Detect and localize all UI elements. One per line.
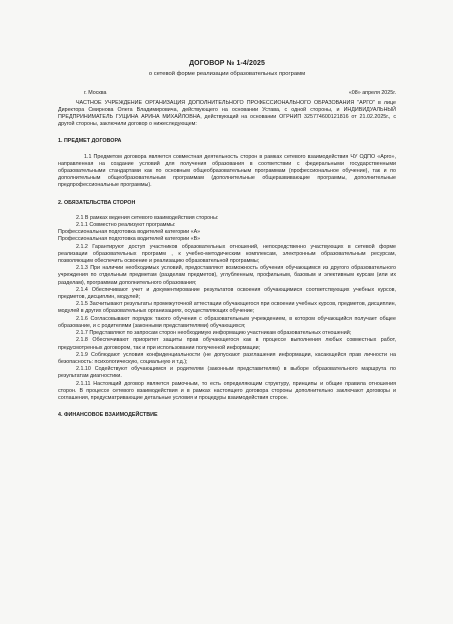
place: г. Москва [84,90,107,97]
document-title: ДОГОВОР № 1-4/2025 [189,60,265,67]
document-content [58,58,396,427]
clause-2-1-5: 2.1.5 Засчитывают результаты промежуточной аттестации обучающегося при освоении учебных курсов, предметов, дисциплин, модулей в других образовательных организациях, осуществляющих обучение; [58,301,396,315]
clause-2-1-4: 2.1.4 Обеспечивают учет и документирование результатов освоения обучающимися соответствующих учебных курсов, предметов, дисциплин, модулей; [58,286,396,301]
preamble: ЧАСТНОЕ УЧРЕЖДЕНИЕ ОРГАНИЗАЦИЯ ДОПОЛНИТЕЛЬНОГО ПРОФЕССИОНАЛЬНОГО ОБРАЗОВАНИЯ "АРГО" в лице Директора Смирнова Олега Владимировича, действующего на основании Устава, с одной стороны, и ИНДИВИДУАЛЬНЫЙ ПРЕДПРИНИМАТЕЛЬ ГУЩИНА АРИНА МИХАЙЛОВНА, действующий на основании ОГРНИП 325774600121816 от 21.02.2025г., с другой стороны, заключили договор о нижеследующем: [58,99,396,128]
clause-2-1-3: 2.1.3 При наличии необходимых условий, предоставляют возможность обучения обучающимся из другого образовательного учреждения по отдельным предметам (разделам предметов), углубленным, профильным, базовым и элективным курсам (или их разделам), программам дополнительного образования; [58,265,396,286]
program-a: Профессиональная подготовка водителей категории «А» [58,229,201,236]
place-date-row [58,90,396,97]
clause-1-1: 1.1 Предметом договора является совместная деятельность сторон в рамках сетевого взаимодействия ЧУ ОДПО «Арго», направленная на создание условий для получения образования в соответствии с федеральными государственными образовательными стандартами как по основным общеобразовательным программам (профессиональное обучение), так и по дополнительным общеобразовательным программам (дополнительные общеразвивающие программы, дополнительные предпрофессиональные программы). [58,153,396,189]
clause-2-1-2: 2.1.2 Гарантируют доступ участников образовательных отношений, непосредственно участвующих в сетевой форме реализации образовательных программ , к учебно-методическим комплексам, электронным образовательным ресурсам, позволяющим обеспечить освоение и реализацию образовательной программы; [58,243,396,265]
section-1-heading: 1. ПРЕДМЕТ ДОГОВОРА [58,138,122,145]
clause-2-1-8: 2.1.8 Обеспечивают приоритет защиты прав обучающегося как в процессе выполнения любых совместных работ, предусмотренных договором, так и при использовании полученной информации; [58,337,396,351]
clause-2-1-7: 2.1.7 Представляют по запросам сторон необходимую информацию участникам образовательных отношений; [76,330,352,337]
clause-2-1: 2.1 В рамках ведения сетевого взаимодействия стороны: [76,214,219,221]
section-4-heading: 4. ФИНАНСОВОЕ ВЗАИМОДЕЙСТВИЕ [58,412,158,419]
clause-2-1-10: 2.1.10 Содействуют обучающимся и родителям (законным представителям) в выборе образовательного маршрута по результатам диагностики. [58,366,396,380]
clause-2-1-1: 2.1.1 Совместно реализуют программы: [76,222,176,229]
clause-2-1-11: 2.1.11 Настоящий договор является рамочным, то есть определяющим структуру, принципы и общие правила отношения сторон. В процессе сетевого взаимодействия и в рамках настоящего договора стороны дополнительно заключают договоры и соглашения, предусматривающие детальные условия и процедуры взаимодействия сторон. [58,380,396,401]
clause-2-1-6: 2.1.6 Согласовывают порядок такого обучения с образовательным учреждением, в котором обучающийся получает общее образование, и с родителями (законными представителями) обучающихся; [58,315,396,329]
document-subtitle: о сетевой форме реализации образовательных программ [148,71,306,78]
program-b: Профессиональная подготовка водителей категории «В» [58,236,201,243]
clause-2-1-9: 2.1.9 Соблюдают условия конфиденциальности (не допускают разглашения информации, касающейся прав личности на безопасность: психологическую, социальную и т.д.); [58,351,396,365]
section-2-heading: 2. ОБЯЗАТЕЛЬСТВА СТОРОН [58,199,136,206]
contract-date: «08» апреля 2025г. [348,90,396,97]
